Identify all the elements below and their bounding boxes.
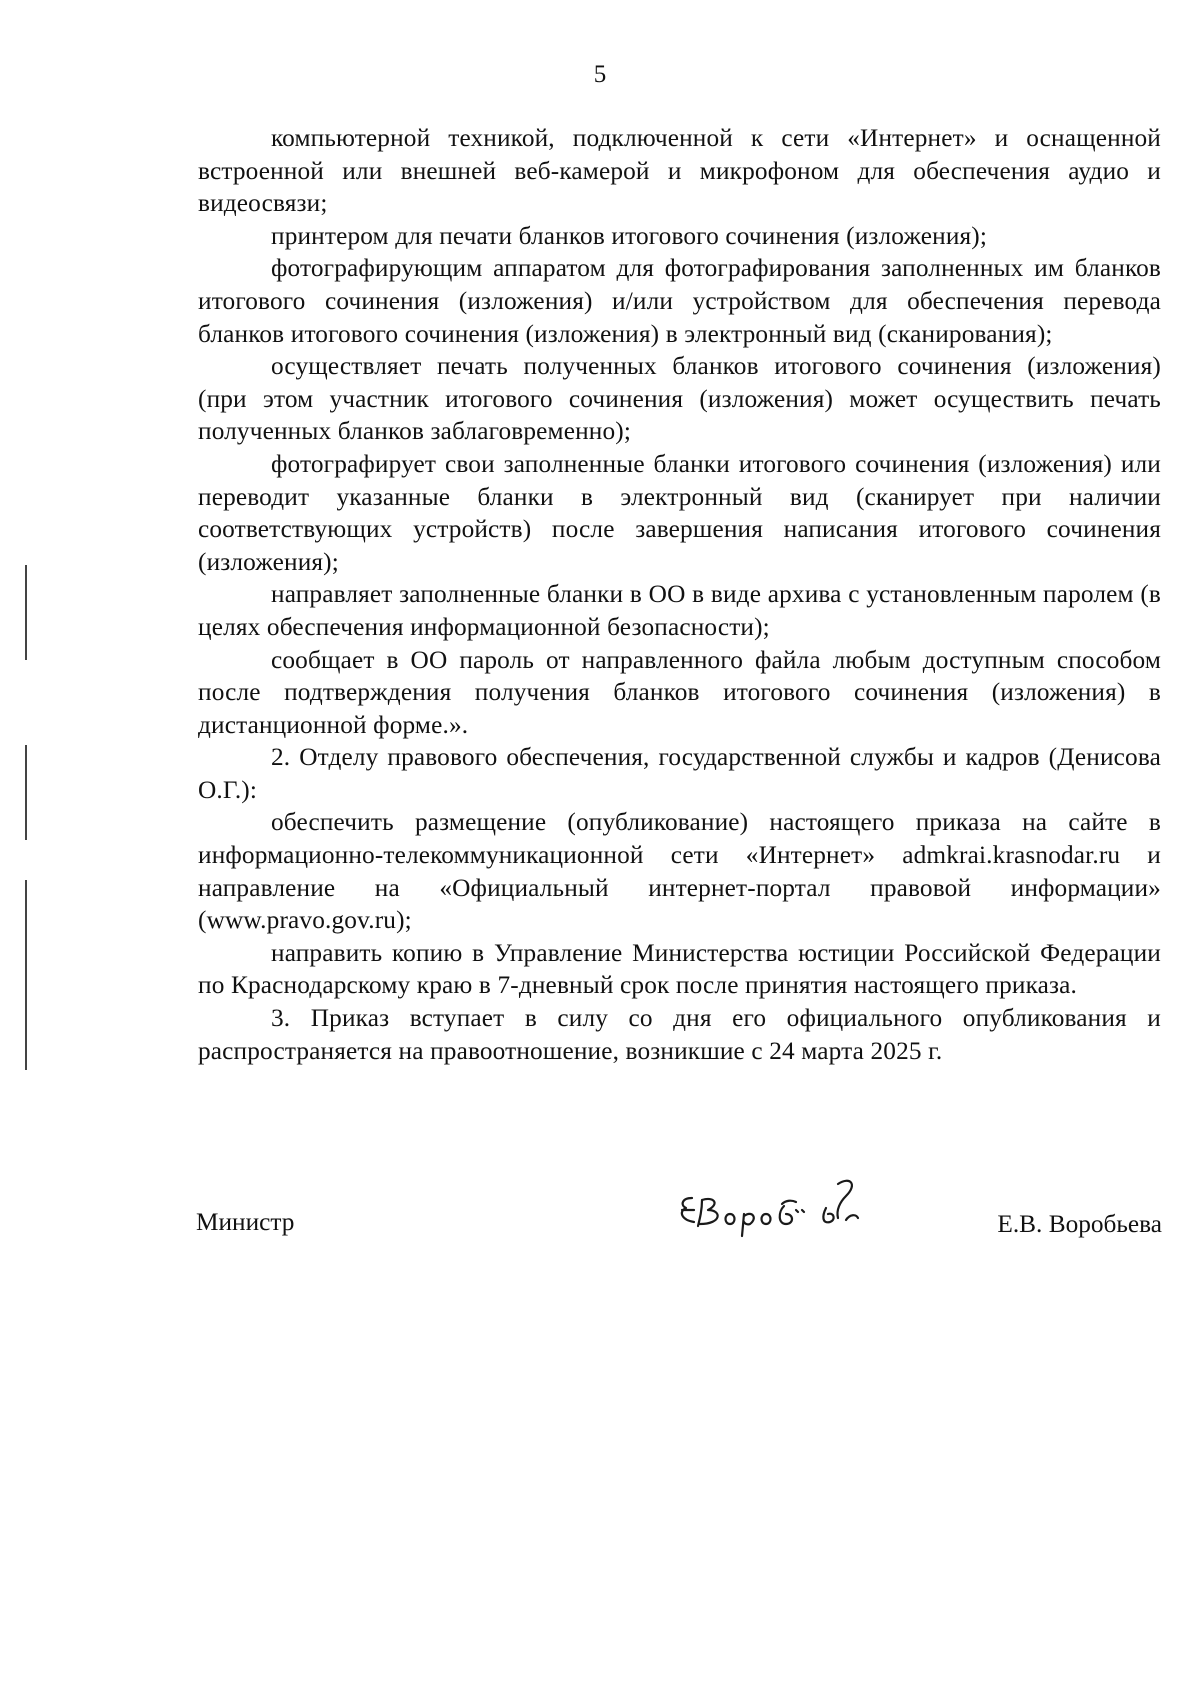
handwritten-signature [666,1170,916,1245]
paragraph: направить копию в Управление Министерства юстиции Российской Федерации по Краснодарскому краю в 7-дневный срок после принятия настоящего приказа. [198,938,1161,1000]
paragraph: обеспечить размещение (опубликование) настоящего приказа на сайте в информационно-телекоммуникационной сети «Интернет» admkrai.krasnodar.ru и направление на «Официальный интернет-портал правовой информации» (www.pravo.gov.ru); [198,808,1161,935]
paragraph: компьютерной техникой, подключенной к сети «Интернет» и оснащенной встроенной или внешней веб-камерой и микрофоном для обеспечения аудио и видеосвязи; [198,124,1161,218]
margin-mark [25,880,27,1070]
margin-mark [25,565,27,660]
margin-marks [25,0,28,1695]
paragraph: 2. Отделу правового обеспечения, государственной службы и кадров (Денисова О.Г.): [198,743,1161,804]
document-body [198,122,1161,1067]
paragraph: 3. Приказ вступает в силу со дня его официального опубликования и распространяется на правоотношение, возникшие с 24 марта 2025 г. [198,1004,1161,1065]
paragraph: осуществляет печать полученных бланков итогового сочинения (изложения) (при этом участник итогового сочинения (изложения) может осуществить печать полученных бланков заблаговременно); [198,352,1161,446]
paragraph: фотографирует свои заполненные бланки итогового сочинения (изложения) или переводит указанные бланки в электронный вид (сканирует при наличии соответствующих устройств) после завершения написания итогового сочинения (изложения); [198,449,1161,576]
signature-block [196,1170,1162,1250]
margin-mark [25,745,27,840]
paragraph: фотографирующим аппаратом для фотографирования заполненных им бланков итогового сочинения (изложения) и/или устройством для обеспечения перевода бланков итогового сочинения (изложения) в электронный вид (сканирования); [198,254,1161,348]
paragraph: сообщает в ОО пароль от направленного файла любым доступным способом после подтверждения получения бланков итогового сочинения (изложения) в дистанционной форме.». [198,645,1161,739]
signer-name: Е.В. Воробьева [997,1210,1162,1238]
paragraph: направляет заполненные бланки в ОО в виде архива с установленным паролем (в целях обеспечения информационной безопасности); [198,580,1161,641]
position-label: Министр [196,1208,295,1236]
page-number: 5 [593,61,607,88]
paragraph: принтером для печати бланков итогового сочинения (изложения); [271,221,988,250]
